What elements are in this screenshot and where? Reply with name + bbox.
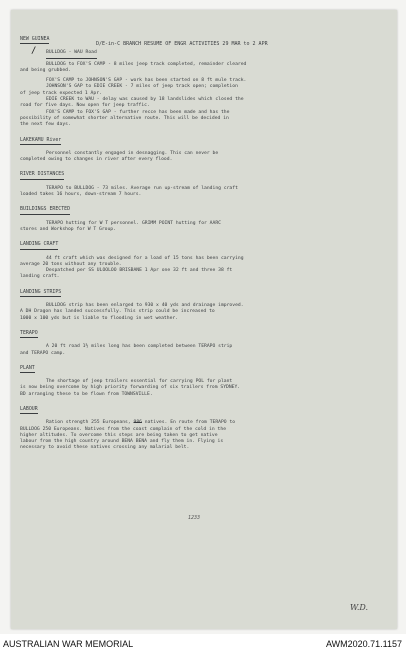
handwritten-number: 1233: [188, 515, 201, 521]
section-heading-plant: PLANT: [20, 365, 35, 373]
labour-struck-number: 986: [133, 420, 142, 426]
section-heading-terapo: TERAPO: [20, 330, 38, 338]
region-heading: NEW GUINEA: [20, 36, 49, 44]
terapo-text: A 20 ft road 1½ miles long has been completed between TERAPO strip and TERAPO camp.: [20, 344, 233, 356]
buildings-text: TERAPO hutting for W T personnel. GRIMM POINT hutting for AARC stores and Workshop for W T Group.: [20, 220, 221, 232]
labour-line-1-end: natives. En route from TERAPO to: [141, 420, 236, 426]
river-distances-text: TERAPO to BULLDOG - 73 miles. Average run up-stream of landing craft loaded takes 16 hours, down-stream 7 hours.: [20, 185, 238, 198]
handwritten-initials: W.D.: [350, 603, 369, 612]
labour-line-1-start: Ration strength 255 Europeans,: [46, 420, 134, 426]
section-heading-buildings: BUILDINGS ERECTED: [20, 206, 70, 214]
plant-text: The shortage of jeep trailers essential for carrying POL for plant is now being overcome by high priority forwarding of six trailers from SYDNEY. BD arranging these to be flown from TOWNSVILLE.: [20, 379, 241, 397]
bulldog-paragraph-3: JOHNSON'S GAP to EDIE CREEK - 7 miles of jeep track open; completion of jeep track expected 1 Apr.: [20, 84, 238, 96]
section-heading-landing-strips: LANDING STRIPS: [20, 289, 61, 297]
landing-strips-text: BULLDOG strip has been enlarged to 930 x 40 yds and drainage improved. A DH Dragon has landed successfully. This strip could be increased to 1000 x 100 yds but is liable to flooding in wet weather.: [20, 303, 244, 321]
section-heading-labour: LABOUR: [20, 406, 38, 414]
lakekamu-text: Personnel constantly engaged in desnagging. This can never be completed owing to changes in river after every flood.: [20, 150, 219, 163]
labour-rest: BULLDOG 250 Europeans. Natives from the coast complain of the cold in the higher altitudes. To overcome this steps are being taken to get native labour from the high country around BENA BENA and fly them in. Flying is necessary to avoid these natives crossing any malarial belt.: [20, 426, 227, 451]
footer-institution: AUSTRALIAN WAR MEMORIAL: [3, 639, 134, 649]
bulldog-paragraph-1: BULLDOG to FOX'S CAMP - 8 miles jeep track completed, remainder cleared and being grubbed.: [20, 61, 247, 73]
section-heading-bulldog: BULLDOG - WAU Road: [46, 50, 97, 58]
bulldog-paragraph-4: EDIE CREEK to WAU - delay was caused by 18 landslides which closed the road for five days. Now open for jeep traffic.: [20, 97, 244, 109]
archive-footer: [0, 634, 406, 653]
document-title: D/E-in-C BRANCH RESUME OF ENGR ACTIVITIES 29 MAR to 2 APR: [96, 41, 268, 47]
bulldog-paragraph-5: FOX'S CAMP to FOX'S GAP - further recce has been made and has the possibility of somewhat shorter alternative route. This will be decided in the next few days.: [20, 109, 230, 128]
section-heading-river-distances: RIVER DISTANCES: [20, 171, 64, 179]
corner-mark: /: [31, 46, 37, 56]
landing-craft-paragraph-1: 44 ft craft which was designed for a load of 15 tons has been carrying average 20 tons without any trouble.: [20, 255, 244, 267]
section-heading-landing-craft: LANDING CRAFT: [20, 241, 58, 249]
bulldog-paragraph-2: FOX'S CAMP to JOHNSON'S GAP - work has been started on 8 ft mule track.: [46, 78, 247, 84]
landing-craft-paragraph-2: Despatched per SS ULOOLOO BRISBANE 1 Apr one 32 ft and three 38 ft landing craft.: [20, 268, 233, 280]
footer-accession-number: AWM2020.71.1157: [325, 639, 402, 649]
document-body: [20, 36, 366, 456]
section-heading-lakekamu: LAKEKAMU River: [20, 137, 61, 145]
